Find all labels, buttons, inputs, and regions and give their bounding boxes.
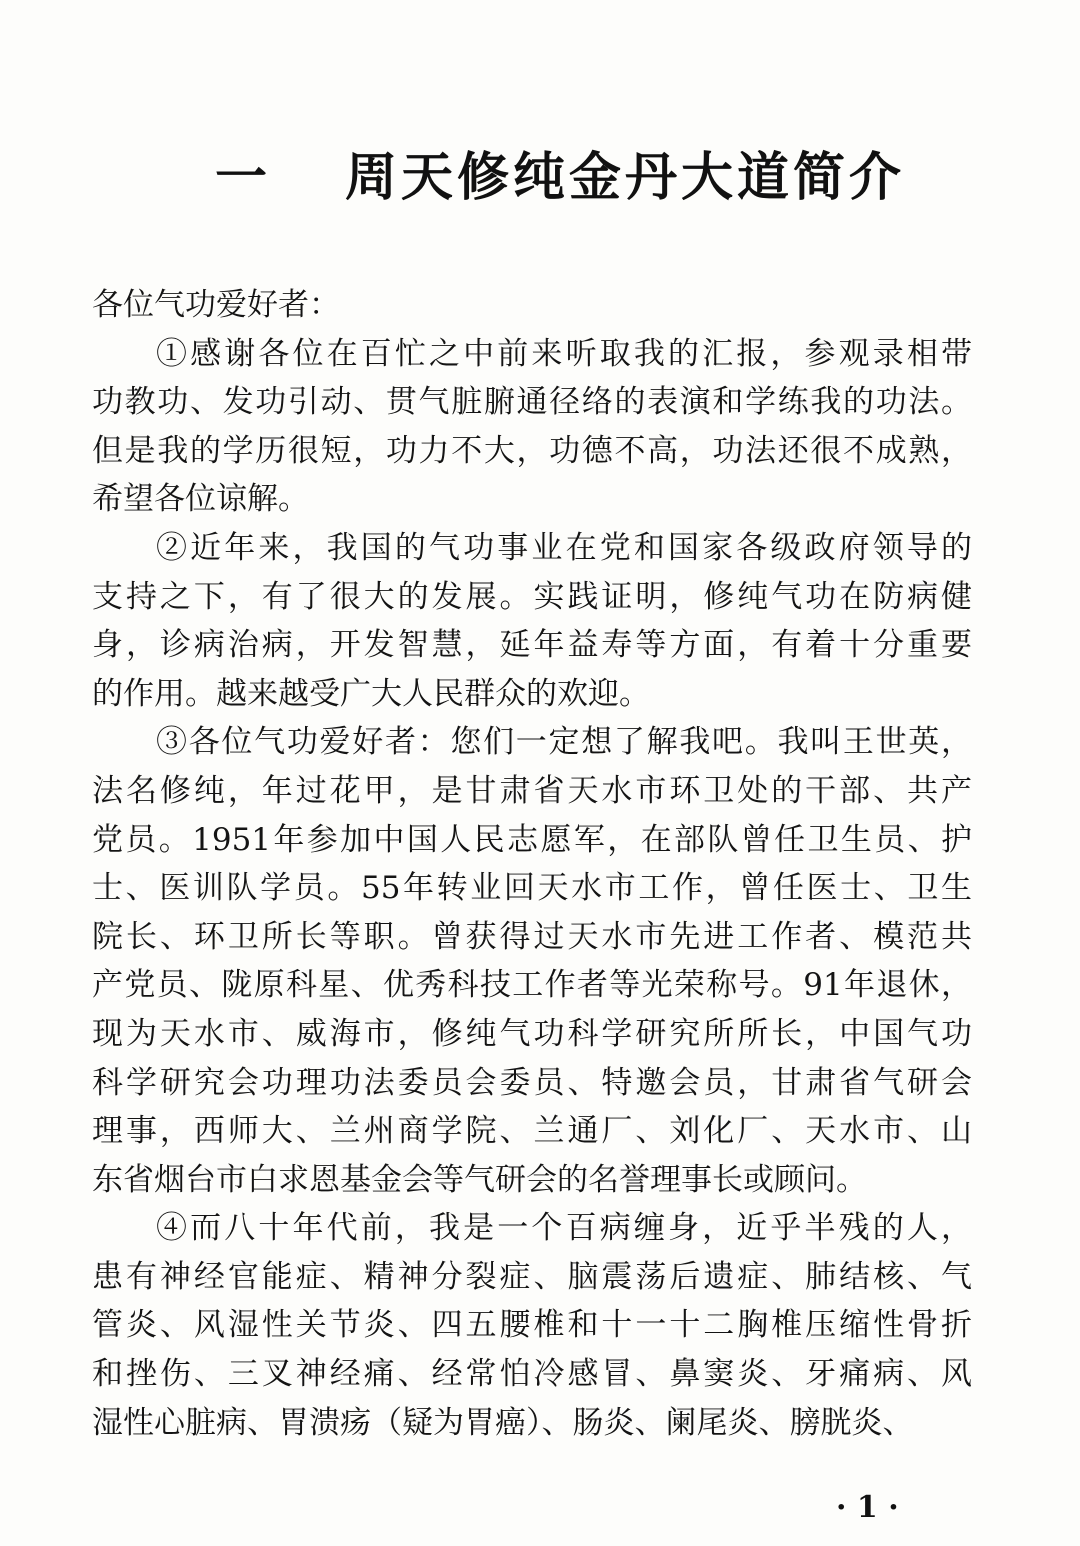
paragraph-4-line: 湿性心脏病、胃溃疡（疑为胃癌）、肠炎、阑尾炎、膀胱炎、	[92, 1404, 914, 1441]
paragraph-3-line: 理事，西师大、兰州商学院、兰通厂、刘化厂、天水市、山	[92, 1113, 972, 1150]
paragraph-4-line: 管炎、风湿性关节炎、四五腰椎和十一十二胸椎压缩性骨折	[92, 1307, 972, 1344]
paragraph-1-line: 但是我的学历很短，功力不大，功德不高，功法还很不成熟，	[92, 432, 972, 469]
paragraph-3-line: 院长、环卫所长等职。曾获得过天水市先进工作者、模范共	[92, 918, 972, 955]
paragraph-3-line: 法名修纯，年过花甲，是甘肃省天水市环卫处的干部、共产	[92, 772, 972, 809]
paragraph-4-line: 患有神经官能症、精神分裂症、脑震荡后遗症、肺结核、气	[92, 1258, 972, 1295]
paragraph-3-line: 现为天水市、威海市，修纯气功科学研究所所长，中国气功	[92, 1015, 972, 1052]
paragraph-2-line: 支持之下，有了很大的发展。实践证明，修纯气功在防病健	[92, 578, 972, 615]
paragraph-4-line: 和挫伤、三叉神经痛、经常怕冷感冒、鼻窦炎、牙痛病、风	[92, 1356, 972, 1393]
paragraph-3-line: 党员。1951年参加中国人民志愿军，在部队曾任卫生员、护	[92, 821, 972, 858]
paragraph-3-line: 士、医训队学员。55年转业回天水市工作，曾任医士、卫生	[92, 870, 972, 907]
paragraph-3-line: 科学研究会功理功法委员会委员、特邀会员，甘肃省气研会	[92, 1064, 972, 1101]
paragraph-1-line: 希望各位谅解。	[92, 481, 309, 518]
chapter-title: 周天修纯金丹大道简介	[345, 148, 906, 208]
chapter-heading	[0, 138, 1080, 218]
paragraph-1-line: ①感谢各位在百忙之中前来听取我的汇报，参观录相带	[156, 335, 972, 372]
body-text	[92, 281, 972, 1447]
paragraph-3-line: 产党员、陇原科星、优秀科技工作者等光荣称号。91年退休，	[92, 967, 972, 1004]
page-number: · 1 ·	[836, 1490, 899, 1525]
paragraph-3-line: 东省烟台市白求恩基金会等气研会的名誉理事长或顾问。	[92, 1161, 867, 1198]
paragraph-2-line: ②近年来，我国的气功事业在党和国家各级政府领导的	[156, 529, 972, 566]
salutation: 各位气功爱好者：	[92, 287, 340, 323]
paragraph-3-line: ③各位气功爱好者：您们一定想了解我吧。我叫王世英，	[156, 724, 972, 761]
paragraph-2-line: 身，诊病治病，开发智慧，延年益寿等方面，有着十分重要	[92, 627, 972, 664]
paragraph-1-line: 功教功、发功引动、贯气脏腑通径络的表演和学练我的功法。	[92, 384, 972, 421]
paragraph-4-line: ④而八十年代前，我是一个百病缠身，近乎半残的人，	[156, 1210, 972, 1247]
paragraph-2-line: 的作用。越来越受广大人民群众的欢迎。	[92, 675, 650, 712]
chapter-number: 一	[215, 148, 268, 208]
